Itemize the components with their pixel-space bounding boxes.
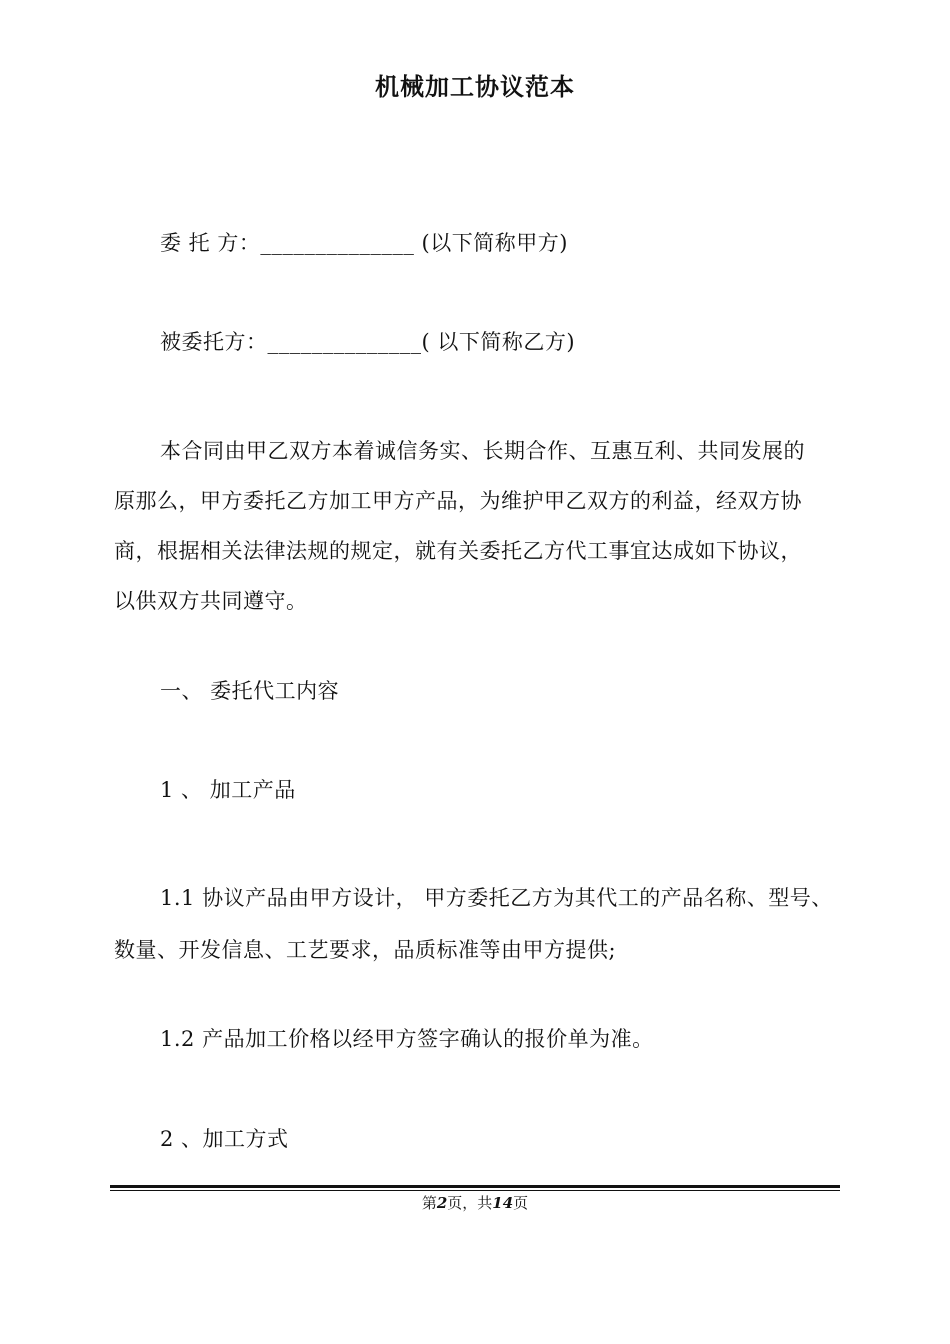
document-title: 机械加工协议范本: [375, 72, 575, 101]
section-heading-1: 一、 委托代工内容: [160, 679, 340, 703]
current-page-number: 2: [436, 1194, 448, 1212]
intro-paragraph: [114, 426, 844, 626]
clause-1-1: [114, 872, 854, 976]
footer-middle: 页，共: [447, 1194, 493, 1212]
intro-line: 原那么，甲方委托乙方加工甲方产品，为维护甲乙双方的利益，经双方协: [114, 489, 802, 513]
page-footer: [0, 1193, 950, 1213]
footer-suffix: 页: [513, 1194, 529, 1212]
item-heading-1: 1 、 加工产品: [160, 778, 296, 802]
total-page-count: 14: [492, 1194, 514, 1212]
clause-1-2: 1.2 产品加工价格以经甲方签字确认的报价单为准。: [160, 1027, 654, 1051]
intro-line: 商，根据相关法律法规的规定，就有关委托乙方代工事宜达成如下协议，: [114, 539, 802, 563]
party-a-line: 委 托 方：______________ (以下简称甲方): [160, 231, 568, 255]
party-b-line: 被委托方：______________( 以下简称乙方): [160, 330, 576, 354]
intro-line: 本合同由甲乙双方本着诚信务实、长期合作、互惠互利、共同发展的: [160, 439, 805, 463]
footer-rule-thick: [110, 1185, 840, 1188]
footer-rule-thin: [110, 1190, 840, 1191]
clause-line: 数量、开发信息、工艺要求，品质标准等由甲方提供;: [114, 938, 617, 962]
item-heading-2: 2 、加工方式: [160, 1127, 289, 1151]
intro-line: 以供双方共同遵守。: [114, 589, 308, 613]
footer-prefix: 第: [421, 1194, 437, 1212]
clause-line: 1.1 协议产品由甲方设计， 甲方委托乙方为其代工的产品名称、型号、: [160, 886, 833, 910]
